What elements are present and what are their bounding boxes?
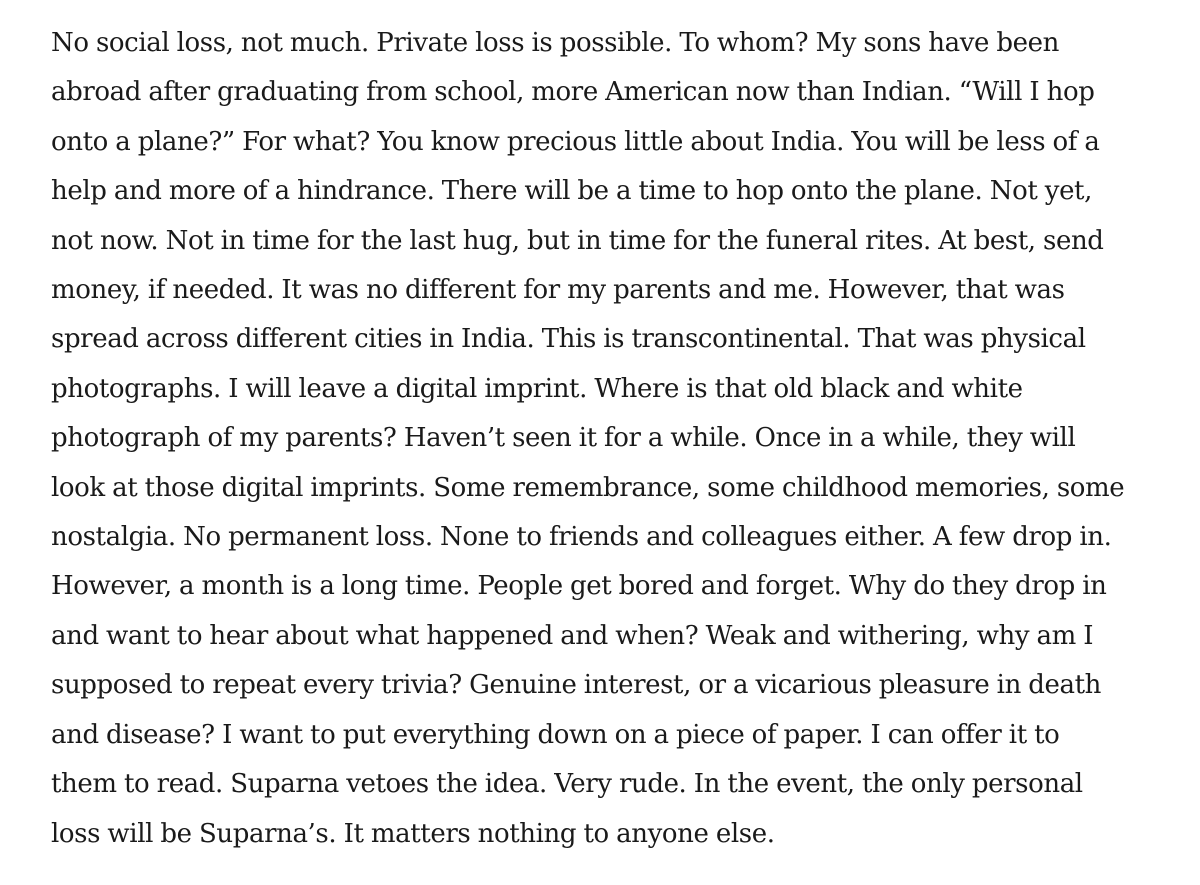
text-line: look at those digital imprints. Some remembrance, some childhood memories, some	[51, 472, 1125, 503]
text-line: and disease? I want to put everything down on a piece of paper. I can offer it to	[51, 719, 1060, 750]
text-line: However, a month is a long time. People get bored and forget. Why do they drop in	[51, 571, 1107, 602]
text-line: No social loss, not much. Private loss is possible. To whom? My sons have been	[51, 28, 1059, 58]
text-line: loss will be Suparna’s. It matters nothing to anyone else.	[51, 818, 775, 849]
text-line: photograph of my parents? Haven’t seen it for a while. Once in a while, they will	[51, 423, 1076, 454]
text-line: money, if needed. It was no different for my parents and me. However, that was	[51, 275, 1065, 306]
text-line: them to read. Suparna vetoes the idea. Very rude. In the event, the only personal	[51, 769, 1083, 800]
text-line: photographs. I will leave a digital imprint. Where is that old black and white	[51, 373, 1023, 404]
text-line: nostalgia. No permanent loss. None to friends and colleagues either. A few drop in.	[51, 522, 1112, 553]
text-line: not now. Not in time for the last hug, but in time for the funeral rites. At best, send	[51, 225, 1104, 256]
text-line: spread across different cities in India. This is transcontinental. That was physical	[51, 324, 1086, 355]
text-line: help and more of a hindrance. There will be a time to hop onto the plane. Not yet,	[51, 176, 1092, 207]
text-line: onto a plane?” For what? You know precious little about India. You will be less of a	[51, 126, 1100, 157]
text-line: abroad after graduating from school, more American now than Indian. “Will I hop	[51, 77, 1095, 108]
text-line: supposed to repeat every trivia? Genuine interest, or a vicarious pleasure in death	[51, 670, 1102, 701]
body-paragraph	[51, 19, 1180, 859]
text-line: and want to hear about what happened and when? Weak and withering, why am I	[51, 620, 1094, 651]
